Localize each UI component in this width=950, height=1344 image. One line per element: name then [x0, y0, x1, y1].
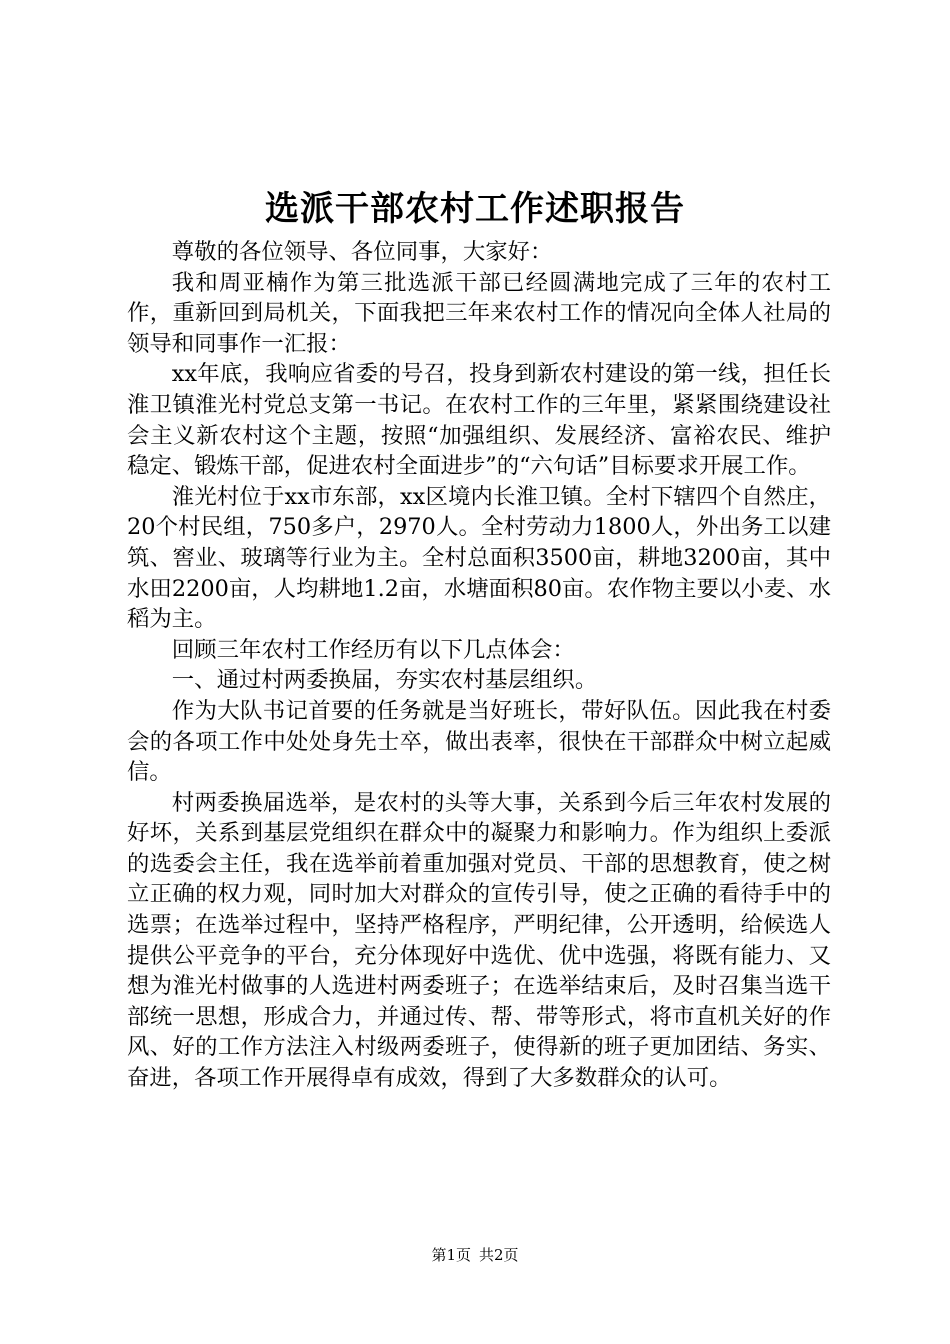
document-body	[127, 237, 831, 1094]
section-heading-1: 一、通过村两委换届，夯实农村基层组织。	[171, 667, 598, 694]
paragraph-review-lead: 回顾三年农村工作经历有以下几点体会：	[171, 636, 575, 663]
paragraph-intro: 我和周亚楠作为第三批选派干部已经圆满地完成了三年的农村工作，重新回到局机关，下面我把三年来农村工作的情况向全体人社局的领导和同事作一汇报：	[127, 269, 831, 357]
document-title: 选派干部农村工作述职报告	[265, 189, 685, 229]
page-number-current: 第1页	[431, 1246, 471, 1264]
page-footer	[0, 1245, 950, 1265]
page-number-total: 共2页	[479, 1246, 519, 1264]
paragraph-village-profile: 淮光村位于xx市东部，xx区境内长淮卫镇。全村下辖四个自然庄，20个村民组，750多户，2970人。全村劳动力1800人，外出务工以建筑、窖业、玻璃等行业为主。全村总面积3500亩，耕地3200亩，其中水田2200亩，人均耕地1.2亩，水塘面积80亩。农作物主要以小麦、水稻为主。	[127, 483, 831, 633]
paragraph-leadership: 作为大队书记首要的任务就是当好班长，带好队伍。因此我在村委会的各项工作中处处身先士卒，做出表率，很快在干部群众中树立起威信。	[127, 697, 831, 786]
paragraph-election: 村两委换届选举，是农村的头等大事，关系到今后三年农村发展的好坏，关系到基层党组织在群众中的凝聚力和影响力。作为组织上委派的选委会主任，我在选举前着重加强对党员、干部的思想教育，使之树立正确的权力观，同时加大对群众的宣传引导，使之正确的看待手中的选票；在选举过程中，坚持严格程序，严明纪律，公开透明，给候选人提供公平竞争的平台，充分体现好中选优、优中选强，将既有能力、又想为淮光村做事的人选进村两委班子；在选举结束后，及时召集当选干部统一思想，形成合力，并通过传、帮、带等形式，将市直机关好的作风、好的工作方法注入村级两委班子，使得新的班子更加团结、务实、奋进，各项工作开展得卓有成效，得到了大多数群众的认可。	[127, 789, 831, 1092]
paragraph-background: xx年底，我响应省委的号召，投身到新农村建设的第一线，担任长淮卫镇淮光村党总支第一书记。在农村工作的三年里，紧紧围绕建设社会主义新农村这个主题，按照“加强组织、发展经济、富裕农民、维护稳定、锻炼干部，促进农村全面进步”的“六句话”目标要求开展工作。	[127, 361, 831, 480]
paragraph-greeting: 尊敬的各位领导、各位同事，大家好：	[171, 239, 553, 265]
